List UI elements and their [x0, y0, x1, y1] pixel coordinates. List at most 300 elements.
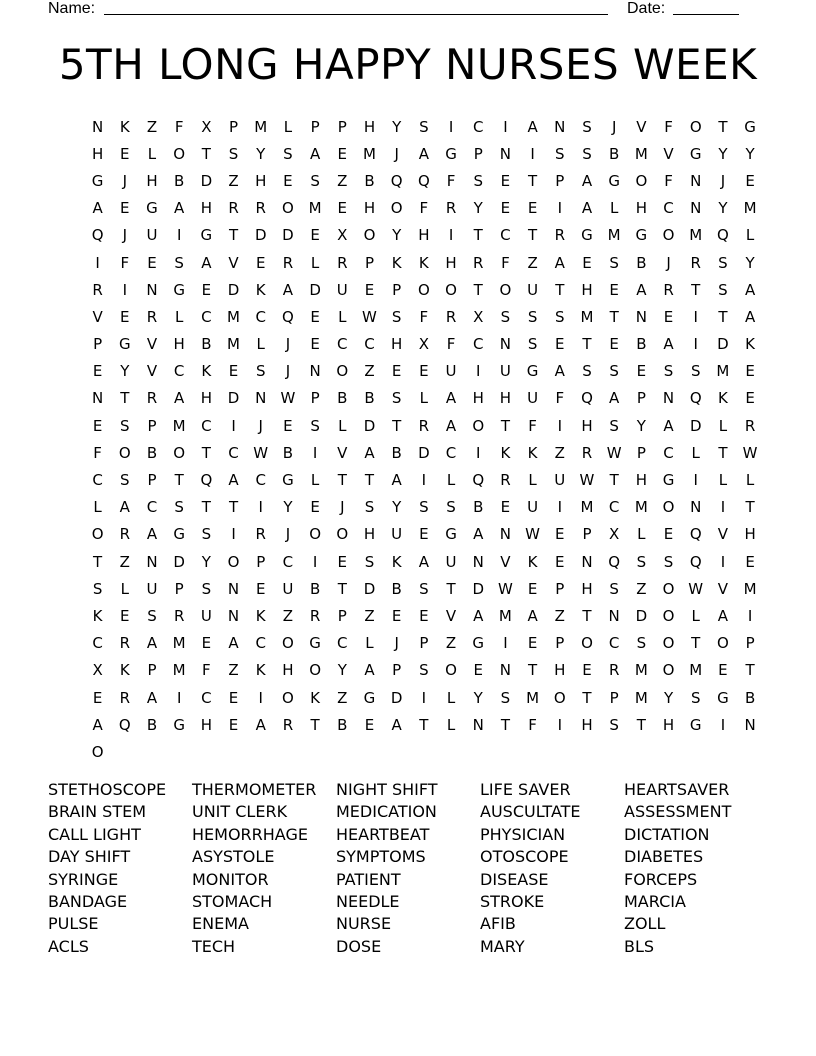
grid-letter[interactable]: H [200, 199, 212, 218]
grid-letter[interactable]: C [337, 634, 348, 653]
grid-letter[interactable]: Q [689, 525, 702, 544]
grid-letter[interactable]: G [717, 688, 729, 707]
grid-letter[interactable]: E [636, 362, 647, 381]
grid-letter[interactable]: C [364, 335, 375, 354]
grid-letter[interactable]: A [445, 416, 457, 435]
grid-letter[interactable]: A [282, 280, 294, 299]
grid-letter[interactable]: S [527, 307, 538, 326]
grid-letter[interactable]: S [609, 579, 619, 598]
grid-letter[interactable]: E [609, 280, 619, 299]
grid-letter[interactable]: A [391, 471, 402, 490]
grid-letter[interactable]: T [582, 606, 592, 625]
grid-letter[interactable]: S [419, 579, 429, 598]
grid-letter[interactable]: D [472, 579, 484, 598]
grid-letter[interactable]: C [337, 335, 348, 354]
grid-letter[interactable]: I [231, 416, 236, 435]
grid-letter[interactable]: Z [554, 443, 565, 462]
grid-letter[interactable]: E [228, 362, 239, 381]
grid-letter[interactable]: S [500, 307, 511, 326]
grid-letter[interactable]: H [472, 389, 484, 408]
grid-letter[interactable]: L [691, 443, 700, 462]
grid-letter[interactable]: E [663, 307, 674, 326]
grid-letter[interactable]: Z [282, 606, 294, 625]
grid-letter[interactable]: L [120, 579, 129, 598]
grid-letter[interactable]: A [255, 715, 266, 734]
grid-letter[interactable]: J [258, 416, 263, 435]
grid-letter[interactable]: M [172, 634, 186, 653]
grid-letter[interactable]: Z [445, 634, 457, 653]
grid-letter[interactable]: B [391, 443, 402, 462]
grid-letter[interactable]: L [283, 117, 293, 136]
grid-letter[interactable]: L [338, 416, 347, 435]
grid-letter[interactable]: A [92, 199, 103, 218]
grid-letter[interactable]: Z [636, 579, 647, 598]
grid-letter[interactable]: F [446, 335, 456, 354]
grid-letter[interactable]: R [554, 226, 565, 245]
grid-letter[interactable]: N [554, 117, 566, 136]
grid-letter[interactable]: B [636, 335, 647, 354]
grid-letter[interactable]: P [147, 471, 157, 490]
grid-letter[interactable]: H [363, 117, 376, 136]
grid-letter[interactable]: O [363, 226, 376, 245]
grid-letter[interactable]: D [309, 280, 321, 299]
grid-letter[interactable]: T [745, 498, 755, 517]
grid-letter[interactable]: Y [120, 362, 130, 381]
grid-letter[interactable]: O [91, 742, 104, 761]
grid-letter[interactable]: K [500, 443, 511, 462]
grid-letter[interactable]: E [419, 362, 429, 381]
grid-letter[interactable]: P [582, 525, 592, 544]
grid-letter[interactable]: A [744, 307, 756, 326]
grid-letter[interactable]: K [201, 362, 212, 381]
grid-letter[interactable]: U [499, 362, 511, 381]
grid-letter[interactable]: I [258, 498, 263, 517]
grid-letter[interactable]: H [91, 144, 104, 163]
grid-letter[interactable]: B [174, 171, 185, 190]
grid-letter[interactable]: E [609, 335, 619, 354]
grid-letter[interactable]: I [557, 715, 562, 734]
grid-letter[interactable]: D [635, 606, 648, 625]
grid-letter[interactable]: H [581, 280, 593, 299]
grid-letter[interactable]: S [609, 253, 619, 272]
grid-letter[interactable]: M [743, 199, 757, 218]
grid-letter[interactable]: Y [256, 144, 266, 163]
grid-letter[interactable]: B [146, 443, 158, 462]
grid-letter[interactable]: C [228, 443, 239, 462]
grid-letter[interactable]: P [174, 579, 184, 598]
grid-letter[interactable]: T [337, 579, 347, 598]
grid-letter[interactable]: O [309, 525, 321, 544]
grid-letter[interactable]: D [282, 226, 294, 245]
grid-letter[interactable]: I [720, 552, 726, 571]
grid-letter[interactable]: N [91, 389, 104, 408]
grid-letter[interactable]: L [338, 307, 347, 326]
grid-letter[interactable]: N [744, 715, 756, 734]
grid-letter[interactable]: H [581, 416, 593, 435]
grid-letter[interactable]: D [717, 335, 729, 354]
grid-letter[interactable]: O [445, 280, 457, 299]
grid-letter[interactable]: S [446, 498, 456, 517]
grid-letter[interactable]: T [310, 715, 320, 734]
grid-letter[interactable]: S [690, 688, 701, 707]
grid-letter[interactable]: S [120, 471, 130, 490]
grid-letter[interactable]: P [337, 606, 347, 625]
grid-letter[interactable]: X [92, 661, 103, 680]
grid-letter[interactable]: V [228, 253, 239, 272]
grid-letter[interactable]: P [337, 117, 347, 136]
grid-letter[interactable]: R [445, 199, 457, 218]
grid-letter[interactable]: B [337, 389, 348, 408]
grid-letter[interactable]: U [391, 525, 403, 544]
grid-letter[interactable]: R [255, 525, 266, 544]
grid-letter[interactable]: M [689, 226, 703, 245]
grid-letter[interactable]: Q [717, 226, 729, 245]
grid-letter[interactable]: F [664, 171, 673, 190]
grid-letter[interactable]: M [172, 416, 186, 435]
grid-letter[interactable]: A [228, 471, 239, 490]
grid-letter[interactable]: T [636, 715, 646, 734]
grid-letter[interactable]: P [229, 117, 239, 136]
grid-letter[interactable]: L [446, 471, 456, 490]
grid-letter[interactable]: R [690, 253, 701, 272]
grid-letter[interactable]: S [690, 362, 701, 381]
grid-letter[interactable]: A [309, 144, 321, 163]
grid-letter[interactable]: R [500, 471, 511, 490]
grid-letter[interactable]: H [391, 335, 403, 354]
grid-letter[interactable]: S [364, 498, 375, 517]
grid-letter[interactable]: E [255, 253, 266, 272]
grid-letter[interactable]: O [662, 606, 675, 625]
grid-letter[interactable]: P [745, 634, 755, 653]
grid-letter[interactable]: C [92, 471, 103, 490]
grid-letter[interactable]: S [555, 144, 565, 163]
grid-letter[interactable]: M [254, 117, 268, 136]
grid-letter[interactable]: L [446, 688, 456, 707]
grid-letter[interactable]: S [391, 389, 402, 408]
name-blank-line[interactable] [104, 14, 608, 15]
grid-letter[interactable]: A [473, 525, 484, 544]
grid-letter[interactable]: S [527, 335, 538, 354]
grid-letter[interactable]: C [201, 688, 212, 707]
grid-letter[interactable]: H [499, 389, 512, 408]
grid-letter[interactable]: O [662, 579, 675, 598]
grid-letter[interactable]: L [446, 715, 456, 734]
grid-letter[interactable]: R [146, 389, 158, 408]
grid-letter[interactable]: J [340, 498, 345, 517]
grid-letter[interactable]: L [310, 253, 320, 272]
grid-letter[interactable]: R [445, 307, 457, 326]
grid-letter[interactable]: E [310, 226, 320, 245]
grid-letter[interactable]: E [337, 199, 348, 218]
grid-letter[interactable]: O [282, 688, 294, 707]
grid-letter[interactable]: P [310, 389, 320, 408]
grid-letter[interactable]: C [255, 307, 266, 326]
grid-letter[interactable]: A [92, 715, 103, 734]
grid-letter[interactable]: X [418, 335, 429, 354]
grid-letter[interactable]: O [472, 416, 485, 435]
grid-letter[interactable]: O [173, 443, 186, 462]
grid-letter[interactable]: T [718, 443, 728, 462]
grid-letter[interactable]: E [255, 579, 266, 598]
grid-letter[interactable]: G [282, 471, 294, 490]
grid-letter[interactable]: J [394, 634, 399, 653]
grid-letter[interactable]: K [255, 661, 266, 680]
grid-letter[interactable]: N [227, 579, 240, 598]
grid-letter[interactable]: C [92, 634, 103, 653]
grid-letter[interactable]: G [526, 362, 539, 381]
grid-letter[interactable]: P [609, 688, 619, 707]
grid-letter[interactable]: D [254, 226, 267, 245]
grid-letter[interactable]: W [579, 471, 595, 490]
grid-letter[interactable]: Q [417, 171, 430, 190]
grid-letter[interactable]: A [146, 634, 158, 653]
grid-letter[interactable]: P [555, 171, 565, 190]
grid-letter[interactable]: O [499, 280, 512, 299]
grid-letter[interactable]: R [608, 661, 620, 680]
grid-letter[interactable]: F [120, 253, 130, 272]
grid-letter[interactable]: Z [527, 253, 538, 272]
grid-letter[interactable]: N [499, 661, 512, 680]
grid-letter[interactable]: T [500, 416, 510, 435]
grid-letter[interactable]: A [201, 253, 212, 272]
grid-letter[interactable]: E [92, 416, 103, 435]
grid-letter[interactable]: G [689, 715, 702, 734]
grid-letter[interactable]: D [227, 389, 240, 408]
grid-letter[interactable]: B [473, 498, 484, 517]
grid-letter[interactable]: E [745, 171, 755, 190]
grid-letter[interactable]: I [476, 362, 481, 381]
grid-letter[interactable]: X [609, 525, 620, 544]
grid-letter[interactable]: S [174, 498, 184, 517]
grid-letter[interactable]: I [693, 335, 698, 354]
grid-letter[interactable]: O [336, 362, 349, 381]
grid-letter[interactable]: V [146, 335, 158, 354]
grid-letter[interactable]: E [500, 498, 511, 517]
grid-letter[interactable]: I [448, 117, 454, 136]
grid-letter[interactable]: G [472, 634, 485, 653]
grid-letter[interactable]: O [717, 634, 729, 653]
grid-letter[interactable]: O [662, 226, 675, 245]
grid-letter[interactable]: U [527, 280, 539, 299]
grid-letter[interactable]: T [392, 416, 402, 435]
grid-letter[interactable]: N [690, 171, 702, 190]
grid-letter[interactable]: E [527, 199, 538, 218]
grid-letter[interactable]: A [527, 117, 538, 136]
grid-letter[interactable]: S [636, 552, 647, 571]
grid-letter[interactable]: G [445, 144, 457, 163]
grid-letter[interactable]: Y [745, 144, 755, 163]
grid-letter[interactable]: R [337, 253, 348, 272]
grid-letter[interactable]: K [527, 552, 538, 571]
grid-letter[interactable]: G [118, 335, 131, 354]
grid-letter[interactable]: C [146, 498, 158, 517]
grid-letter[interactable]: S [120, 416, 130, 435]
grid-letter[interactable]: H [173, 335, 185, 354]
grid-letter[interactable]: Z [228, 661, 239, 680]
grid-letter[interactable]: S [419, 117, 429, 136]
grid-letter[interactable]: S [500, 688, 511, 707]
grid-letter[interactable]: M [607, 226, 621, 245]
grid-letter[interactable]: E [745, 389, 755, 408]
grid-letter[interactable]: T [528, 226, 538, 245]
grid-letter[interactable]: I [95, 253, 100, 272]
grid-letter[interactable]: S [147, 606, 157, 625]
grid-letter[interactable]: T [609, 471, 619, 490]
grid-letter[interactable]: N [690, 498, 702, 517]
grid-letter[interactable]: Q [91, 226, 104, 245]
grid-letter[interactable]: H [662, 715, 675, 734]
grid-letter[interactable]: L [745, 226, 755, 245]
grid-letter[interactable]: P [419, 634, 429, 653]
grid-letter[interactable]: B [364, 171, 375, 190]
grid-letter[interactable]: E [364, 280, 375, 299]
grid-letter[interactable]: O [417, 280, 430, 299]
grid-letter[interactable]: N [146, 280, 158, 299]
grid-letter[interactable]: E [718, 661, 728, 680]
grid-letter[interactable]: P [147, 661, 157, 680]
grid-letter[interactable]: E [283, 416, 293, 435]
grid-letter[interactable]: H [445, 253, 457, 272]
grid-letter[interactable]: N [472, 552, 484, 571]
grid-letter[interactable]: M [172, 661, 186, 680]
grid-letter[interactable]: P [473, 144, 483, 163]
grid-letter[interactable]: K [255, 606, 266, 625]
grid-letter[interactable]: O [581, 634, 593, 653]
grid-letter[interactable]: G [363, 688, 376, 707]
grid-letter[interactable]: R [173, 606, 185, 625]
grid-letter[interactable]: S [201, 525, 212, 544]
grid-letter[interactable]: Z [146, 117, 158, 136]
grid-letter[interactable]: W [525, 525, 541, 544]
grid-letter[interactable]: O [662, 498, 675, 517]
grid-letter[interactable]: J [285, 525, 291, 544]
grid-letter[interactable]: R [663, 280, 674, 299]
grid-letter[interactable]: N [499, 525, 512, 544]
grid-letter[interactable]: L [718, 471, 728, 490]
grid-letter[interactable]: T [528, 171, 538, 190]
grid-letter[interactable]: J [122, 171, 127, 190]
grid-letter[interactable]: C [255, 634, 266, 653]
grid-letter[interactable]: S [92, 579, 103, 598]
grid-letter[interactable]: R [119, 525, 130, 544]
grid-letter[interactable]: S [718, 253, 728, 272]
grid-letter[interactable]: I [231, 525, 236, 544]
grid-letter[interactable]: O [662, 661, 675, 680]
grid-letter[interactable]: I [503, 117, 508, 136]
grid-letter[interactable]: D [173, 552, 185, 571]
grid-letter[interactable]: S [582, 117, 592, 136]
grid-letter[interactable]: I [122, 280, 127, 299]
grid-letter[interactable]: G [173, 280, 185, 299]
grid-letter[interactable]: M [526, 688, 540, 707]
grid-letter[interactable]: E [92, 688, 103, 707]
grid-letter[interactable]: D [418, 443, 430, 462]
grid-letter[interactable]: V [500, 552, 511, 571]
grid-letter[interactable]: E [364, 715, 375, 734]
grid-letter[interactable]: K [391, 253, 402, 272]
grid-letter[interactable]: E [527, 579, 538, 598]
grid-letter[interactable]: W [497, 579, 513, 598]
grid-letter[interactable]: R [581, 443, 593, 462]
grid-letter[interactable]: J [611, 117, 617, 136]
grid-letter[interactable]: P [555, 634, 565, 653]
grid-letter[interactable]: H [635, 199, 647, 218]
grid-letter[interactable]: I [421, 471, 427, 490]
grid-letter[interactable]: H [418, 226, 430, 245]
grid-letter[interactable]: O [390, 199, 403, 218]
grid-letter[interactable]: E [419, 606, 429, 625]
grid-letter[interactable]: P [636, 389, 646, 408]
grid-letter[interactable]: E [391, 362, 402, 381]
grid-letter[interactable]: E [337, 144, 348, 163]
grid-letter[interactable]: I [693, 307, 698, 326]
grid-letter[interactable]: L [691, 606, 700, 625]
grid-letter[interactable]: R [418, 416, 430, 435]
grid-letter[interactable]: K [527, 443, 538, 462]
grid-letter[interactable]: M [362, 144, 376, 163]
grid-letter[interactable]: T [120, 389, 130, 408]
grid-letter[interactable]: L [365, 634, 374, 653]
grid-letter[interactable]: T [609, 307, 619, 326]
grid-letter[interactable]: T [446, 579, 456, 598]
grid-letter[interactable]: R [744, 416, 756, 435]
grid-letter[interactable]: W [688, 579, 704, 598]
grid-letter[interactable]: B [391, 579, 402, 598]
grid-letter[interactable]: E [120, 307, 130, 326]
grid-letter[interactable]: I [720, 498, 726, 517]
grid-letter[interactable]: Z [364, 606, 375, 625]
grid-letter[interactable]: A [527, 606, 538, 625]
grid-letter[interactable]: N [146, 552, 158, 571]
grid-letter[interactable]: H [581, 579, 593, 598]
grid-letter[interactable]: R [146, 307, 158, 326]
grid-letter[interactable]: U [282, 579, 294, 598]
grid-letter[interactable]: I [448, 226, 454, 245]
grid-letter[interactable]: B [337, 715, 348, 734]
date-blank-line[interactable] [673, 14, 739, 15]
grid-letter[interactable]: B [201, 335, 212, 354]
grid-letter[interactable]: Q [472, 471, 485, 490]
grid-letter[interactable]: F [446, 171, 456, 190]
grid-letter[interactable]: P [93, 335, 103, 354]
grid-letter[interactable]: Z [554, 606, 565, 625]
grid-letter[interactable]: Q [390, 171, 403, 190]
grid-letter[interactable]: K [119, 117, 130, 136]
grid-letter[interactable]: F [174, 117, 184, 136]
grid-letter[interactable]: A [445, 389, 457, 408]
grid-letter[interactable]: V [92, 307, 103, 326]
grid-letter[interactable]: C [255, 471, 266, 490]
grid-letter[interactable]: M [634, 661, 648, 680]
grid-letter[interactable]: E [120, 144, 130, 163]
grid-letter[interactable]: G [689, 144, 702, 163]
grid-letter[interactable]: M [634, 688, 648, 707]
grid-letter[interactable]: Y [473, 199, 483, 218]
grid-letter[interactable]: N [255, 389, 267, 408]
grid-letter[interactable]: A [228, 634, 239, 653]
grid-letter[interactable]: N [472, 715, 484, 734]
grid-letter[interactable]: D [363, 416, 376, 435]
grid-letter[interactable]: I [530, 144, 535, 163]
grid-letter[interactable]: O [227, 552, 240, 571]
grid-letter[interactable]: P [555, 579, 565, 598]
grid-letter[interactable]: R [119, 688, 130, 707]
grid-letter[interactable]: U [445, 362, 457, 381]
grid-letter[interactable]: K [745, 335, 756, 354]
grid-letter[interactable]: E [283, 171, 293, 190]
grid-letter[interactable]: Y [718, 144, 728, 163]
grid-letter[interactable]: I [258, 688, 263, 707]
